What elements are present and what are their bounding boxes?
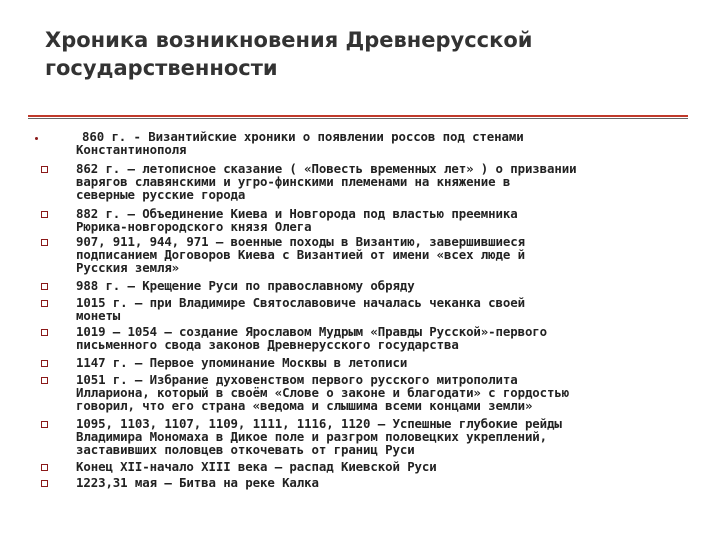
- title-divider-dark: [28, 118, 688, 119]
- list-item-line: подписанием Договоров Киева с Византией от имени «всех люде й: [76, 246, 525, 262]
- list-item-line: Конец XII-начало XIII века – распад Киевской Руси: [76, 459, 437, 474]
- list-item-line: северные русские города: [76, 186, 246, 202]
- list-item-line: монеты: [76, 307, 121, 323]
- list-item-line: 1223,31 мая – Битва на реке Калка: [76, 475, 319, 490]
- title-line-2: государственности: [45, 56, 278, 80]
- title-divider-red: [28, 115, 688, 117]
- list-item-line: письменного свода законов Древнерусского государства: [76, 336, 459, 352]
- list-item-line: 862 г. – летописное сказание ( «Повесть временных лет» ) о призвании: [76, 161, 577, 176]
- list-item-text: [76, 374, 676, 412]
- list-item-text: [76, 208, 676, 234]
- list-item-line: Владимира Мономаха в Дикое поле и разгром половецких укреплений,: [76, 428, 548, 444]
- list-item-text: [76, 297, 676, 323]
- slide-title: [45, 26, 665, 82]
- list-item-text: [76, 357, 676, 370]
- list-item-line: 1147 г. – Первое упоминание Москвы в летописи: [76, 355, 408, 370]
- list-item-line: Иллариона, который в своём «Слове о законе и благодати» с гордостью: [76, 384, 570, 400]
- list-item-text: [76, 418, 676, 456]
- title-line-1: Хроника возникновения Древнерусской: [45, 28, 533, 52]
- list-item-line: 988 г. – Крещение Руси по православному обряду: [76, 278, 415, 293]
- list-item-line: 907, 911, 944, 971 – военные походы в Византию, завершившиеся: [76, 234, 525, 249]
- list-item-text: [76, 461, 676, 474]
- list-item-line: Константинополя: [76, 141, 187, 157]
- list-item-line: говорил, что его страна «ведома и слышима всеми концами земли»: [76, 397, 533, 413]
- list-item-text: [76, 163, 676, 201]
- list-item-text: [76, 280, 676, 293]
- square-bullet-icon: [41, 283, 48, 290]
- square-bullet-icon: [41, 211, 48, 218]
- square-bullet-icon: [41, 421, 48, 428]
- list-item-line: Рюрика-новгородского князя Олега: [76, 218, 312, 234]
- list-item-line: варягов славянскими и угро-финскими племенами на княжение в: [76, 173, 511, 189]
- list-item-line: 1095, 1103, 1107, 1109, 1111, 1116, 1120 – Успешные глубокие рейды: [76, 416, 562, 431]
- list-item-line: Русския земля»: [76, 259, 180, 275]
- square-bullet-icon: [41, 464, 48, 471]
- square-bullet-icon: [41, 239, 48, 246]
- list-item-line: 882 г. – Объединение Киева и Новгорода под властью преемника: [76, 206, 518, 221]
- list-item-line: 1051 г. – Избрание духовенством первого русского митрополита: [76, 372, 518, 387]
- list-item-text: [76, 326, 676, 352]
- list-item-line: заставивших половцев откочевать от границ Руси: [76, 441, 415, 457]
- list-item-text: [76, 477, 676, 490]
- list-item-line: 860 г. - Византийские хроники о появлении россов под стенами: [82, 129, 524, 144]
- square-bullet-icon: [41, 166, 48, 173]
- round-bullet-icon: [35, 137, 38, 140]
- square-bullet-icon: [41, 329, 48, 336]
- list-item-line: 1015 г. – при Владимире Святославовиче началась чеканка своей: [76, 295, 525, 310]
- square-bullet-icon: [41, 300, 48, 307]
- square-bullet-icon: [41, 480, 48, 487]
- square-bullet-icon: [41, 360, 48, 367]
- list-item-text: [76, 236, 676, 274]
- list-item-line: 1019 – 1054 – создание Ярославом Мудрым «Правды Русской»-первого: [76, 324, 548, 339]
- square-bullet-icon: [41, 377, 48, 384]
- list-item-text: [76, 131, 676, 157]
